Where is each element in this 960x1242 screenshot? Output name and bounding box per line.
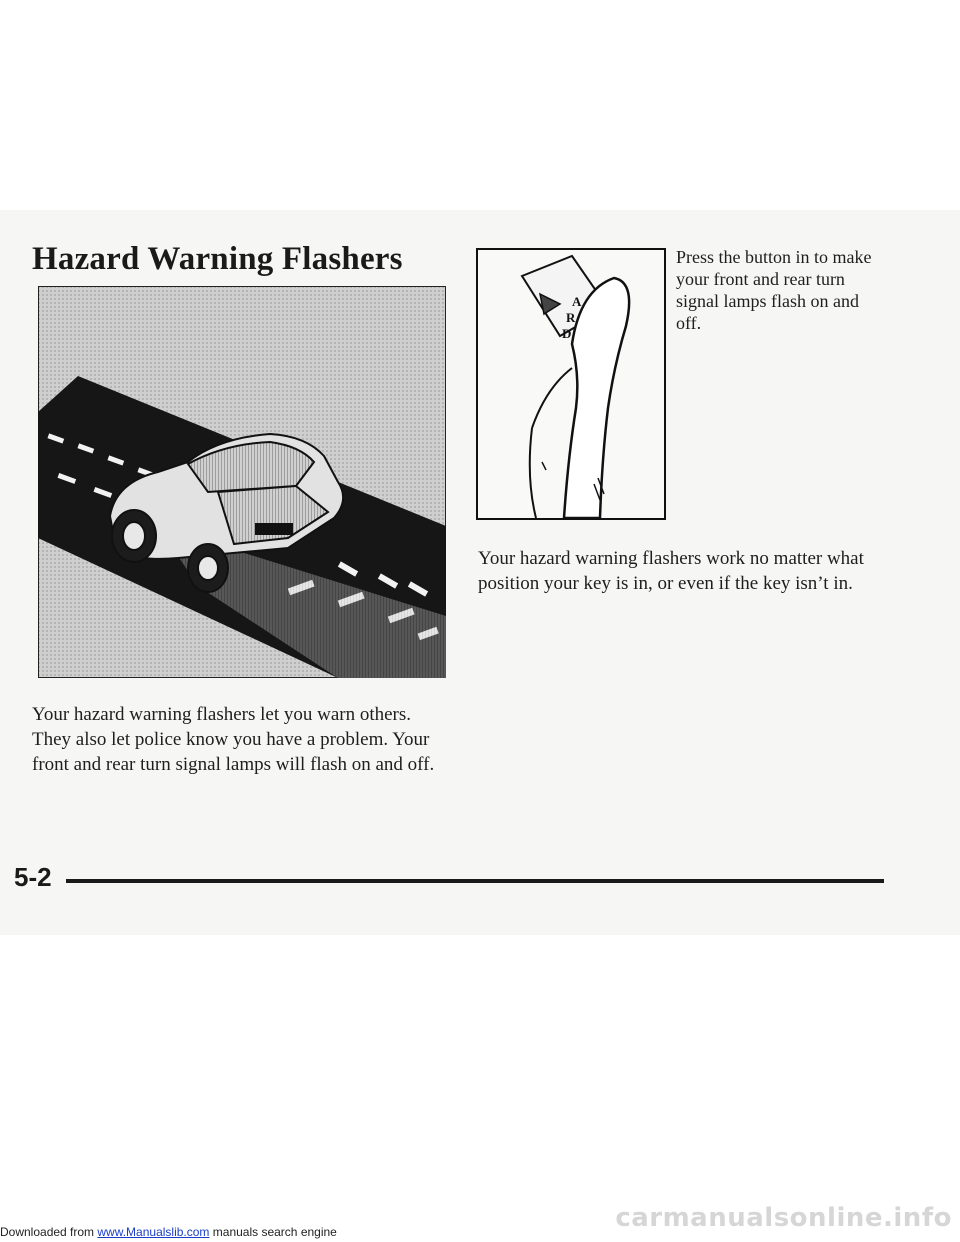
footer-prefix: Downloaded from [0,1225,98,1239]
footer-suffix: manuals search engine [209,1225,337,1239]
intro-paragraph: Your hazard warning flashers let you warn others. They also let police know you have a problem. Your front and rear turn signal lamps will flash on and off. [32,704,435,775]
site-watermark: carmanualsonline.info [615,1203,952,1233]
manualslib-link[interactable]: www.Manualslib.com [97,1225,210,1239]
page-rule [66,879,884,883]
hazard-button-illustration [476,248,666,520]
flashers-paragraph: Your hazard warning flashers work no matter what position your key is in, or even if the key isn’t in. [478,548,864,594]
car-on-road-illustration [38,286,446,678]
download-footer [0,1225,337,1239]
shift-letter-r: R [566,310,576,325]
page-number: 5-2 [14,862,52,892]
page-title: Hazard Warning Flashers [32,241,403,277]
shift-letter-a: A [572,294,582,309]
shift-letter-d: D [562,326,572,341]
button-instruction: Press the button in to make your front and rear turn signal lamps flash on and off. [676,247,872,333]
